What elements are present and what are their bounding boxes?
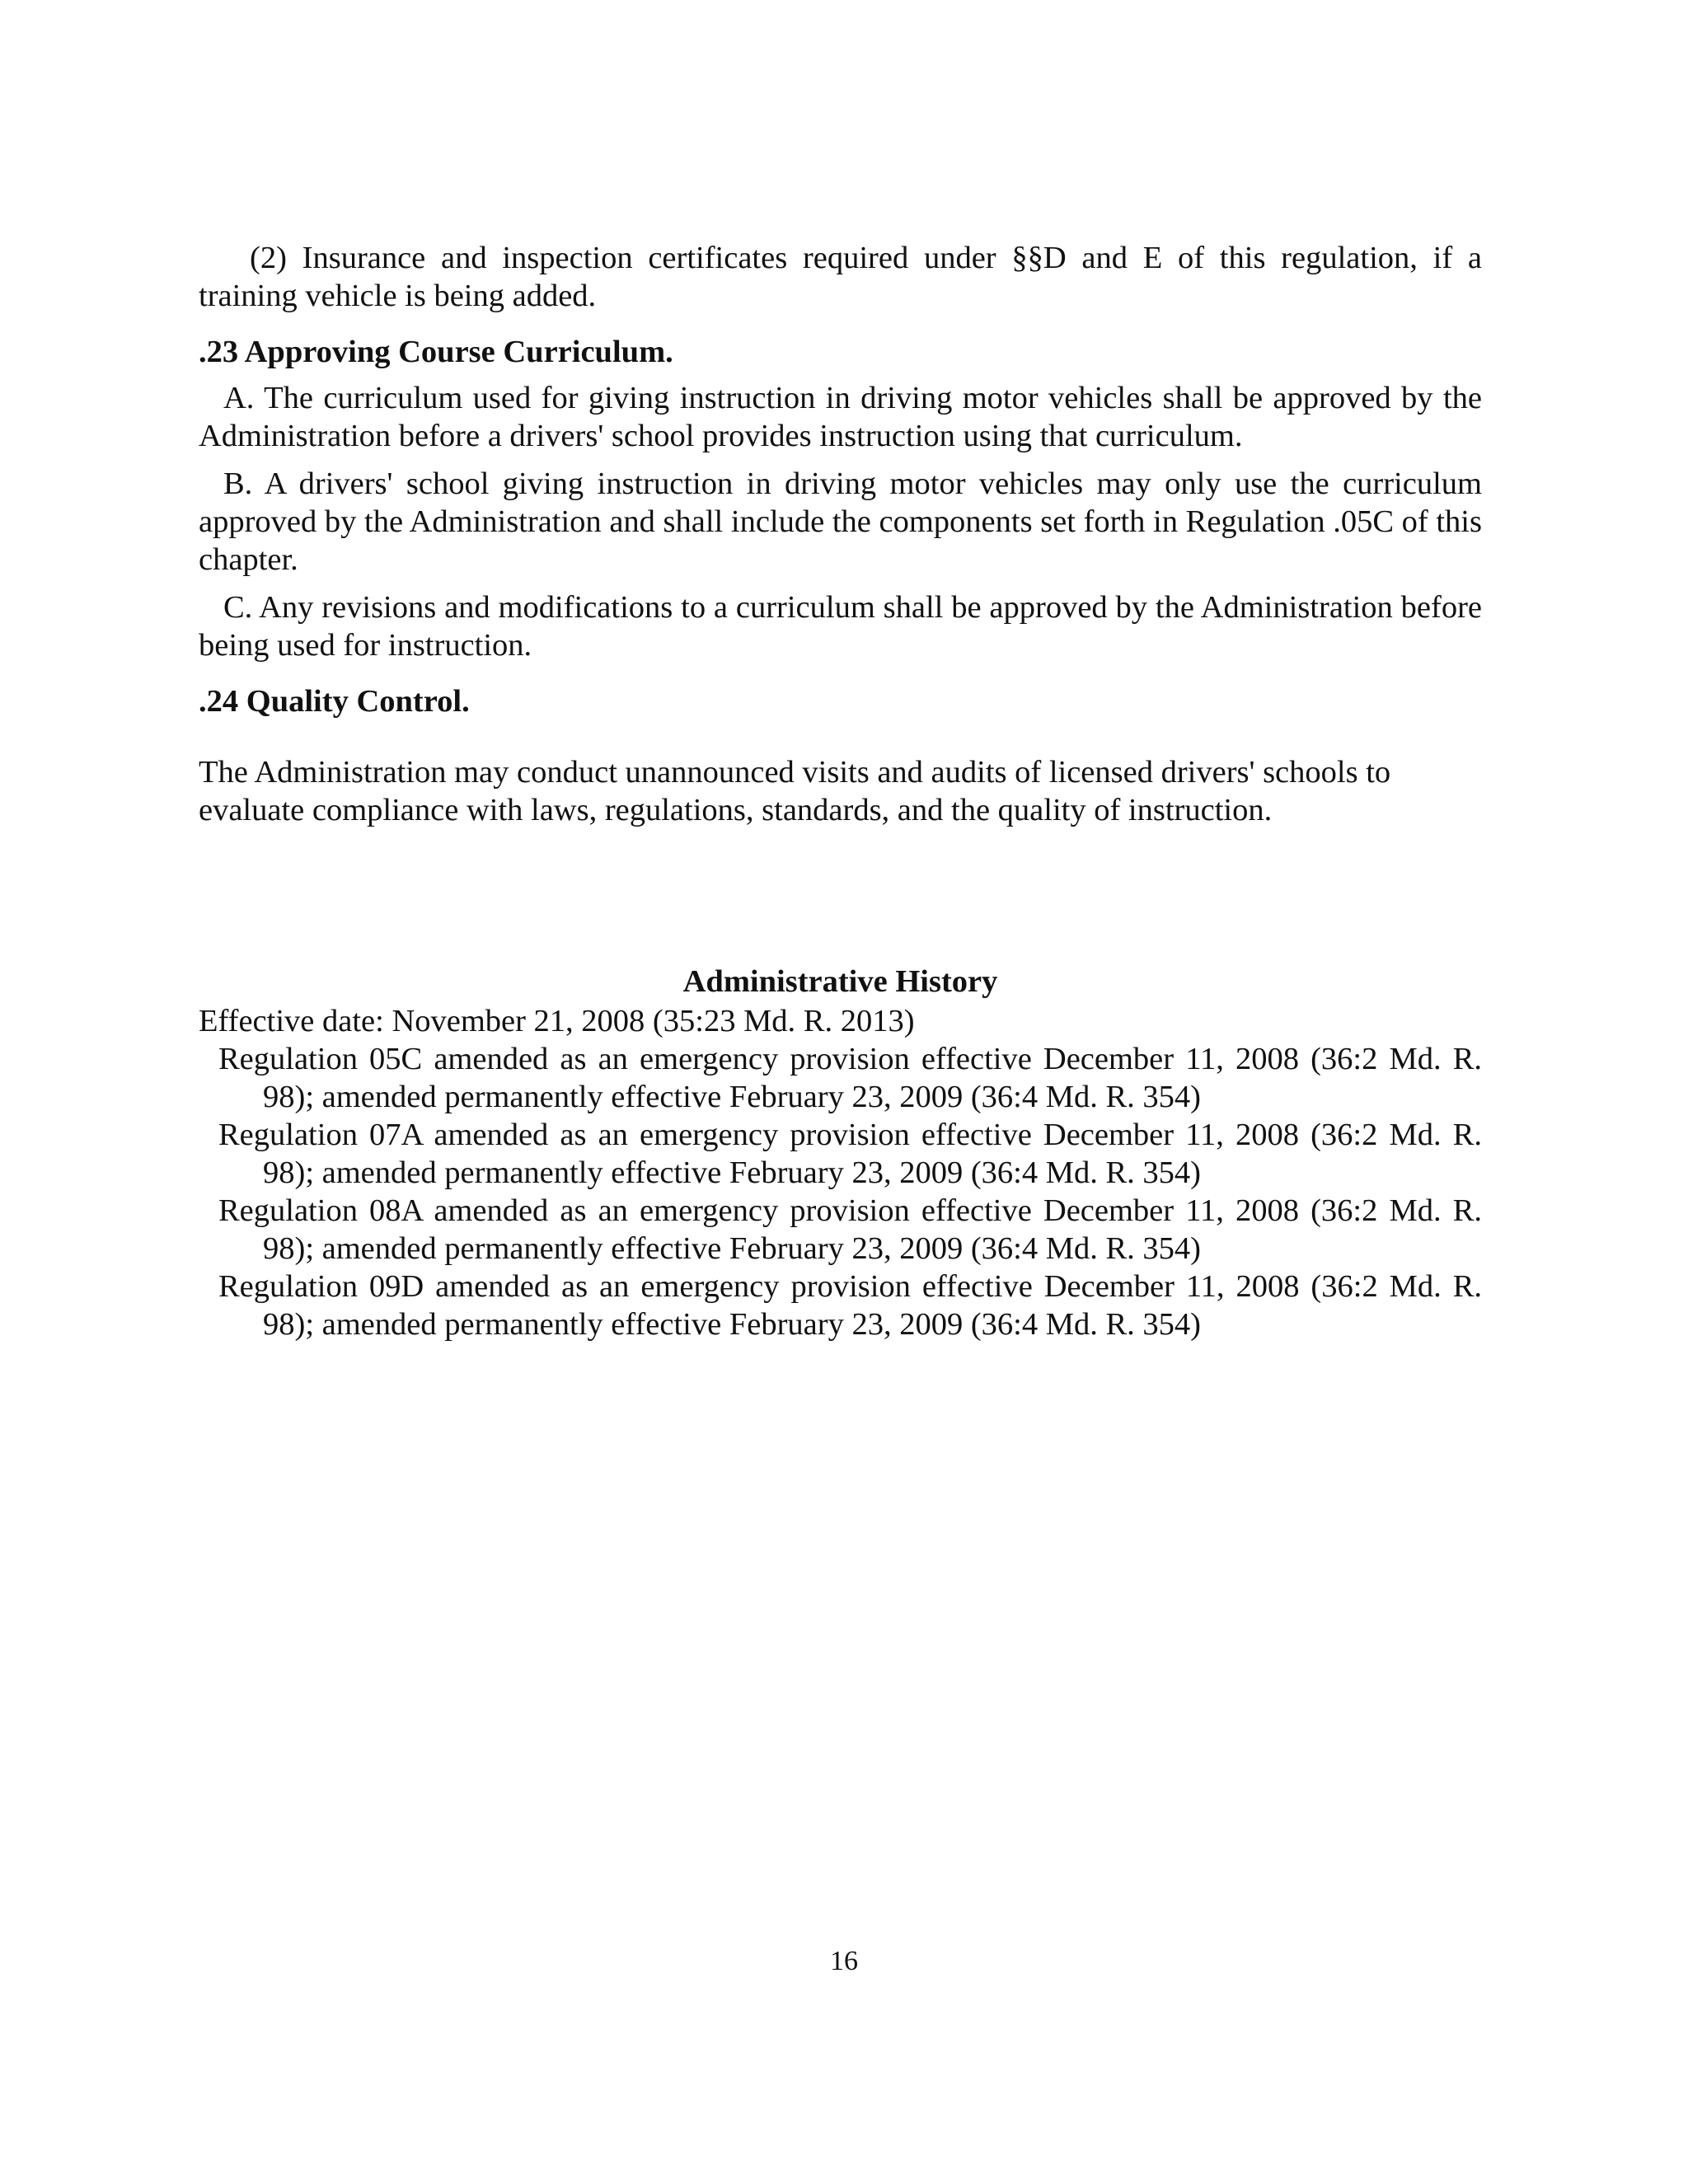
document-page bbox=[199, 239, 1482, 1343]
paragraph-24: The Administration may conduct unannounced visits and audits of licensed drivers' schools to evaluate compliance with laws, regulations, standards, and the quality of instruction. bbox=[199, 755, 1391, 827]
history-entry: Regulation 09D amended as an emergency provision effective December 11, 2008 (36:2 Md. R. 98); amended permanently effective February 23, 2009 (36:4 Md. R. 354) bbox=[218, 1269, 1482, 1342]
paragraph-insurance-certificates: (2) Insurance and inspection certificates required under §§D and E of this regulation, if a training vehicle is being added. bbox=[199, 241, 1482, 313]
history-entry: Regulation 07A amended as an emergency provision effective December 11, 2008 (36:2 Md. R. 98); amended permanently effective February 23, 2009 (36:4 Md. R. 354) bbox=[218, 1118, 1482, 1190]
effective-date: Effective date: November 21, 2008 (35:23 Md. R. 2013) bbox=[199, 1004, 915, 1038]
paragraph-23a: A. The curriculum used for giving instruction in driving motor vehicles shall be approved by the Administration before a drivers' school provides instruction using that curriculum. bbox=[199, 381, 1482, 453]
section-heading-24: .24 Quality Control. bbox=[199, 684, 470, 719]
history-entry: Regulation 08A amended as an emergency provision effective December 11, 2008 (36:2 Md. R. 98); amended permanently effective February 23, 2009 (36:4 Md. R. 354) bbox=[218, 1193, 1482, 1266]
section-heading-23: .23 Approving Course Curriculum. bbox=[199, 335, 673, 369]
page-number: 16 bbox=[830, 1946, 858, 1976]
paragraph-23c: C. Any revisions and modifications to a curriculum shall be approved by the Administration before being used for instruction. bbox=[199, 590, 1482, 663]
paragraph-23b: B. A drivers' school giving instruction in driving motor vehicles may only use the curriculum approved by the Administration and shall include the components set forth in Regulation .05C of this chapter. bbox=[199, 466, 1482, 577]
administrative-history-title: Administrative History bbox=[682, 964, 998, 999]
history-entry: Regulation 05C amended as an emergency provision effective December 11, 2008 (36:2 Md. R. 98); amended permanently effective February 23, 2009 (36:4 Md. R. 354) bbox=[218, 1042, 1482, 1114]
